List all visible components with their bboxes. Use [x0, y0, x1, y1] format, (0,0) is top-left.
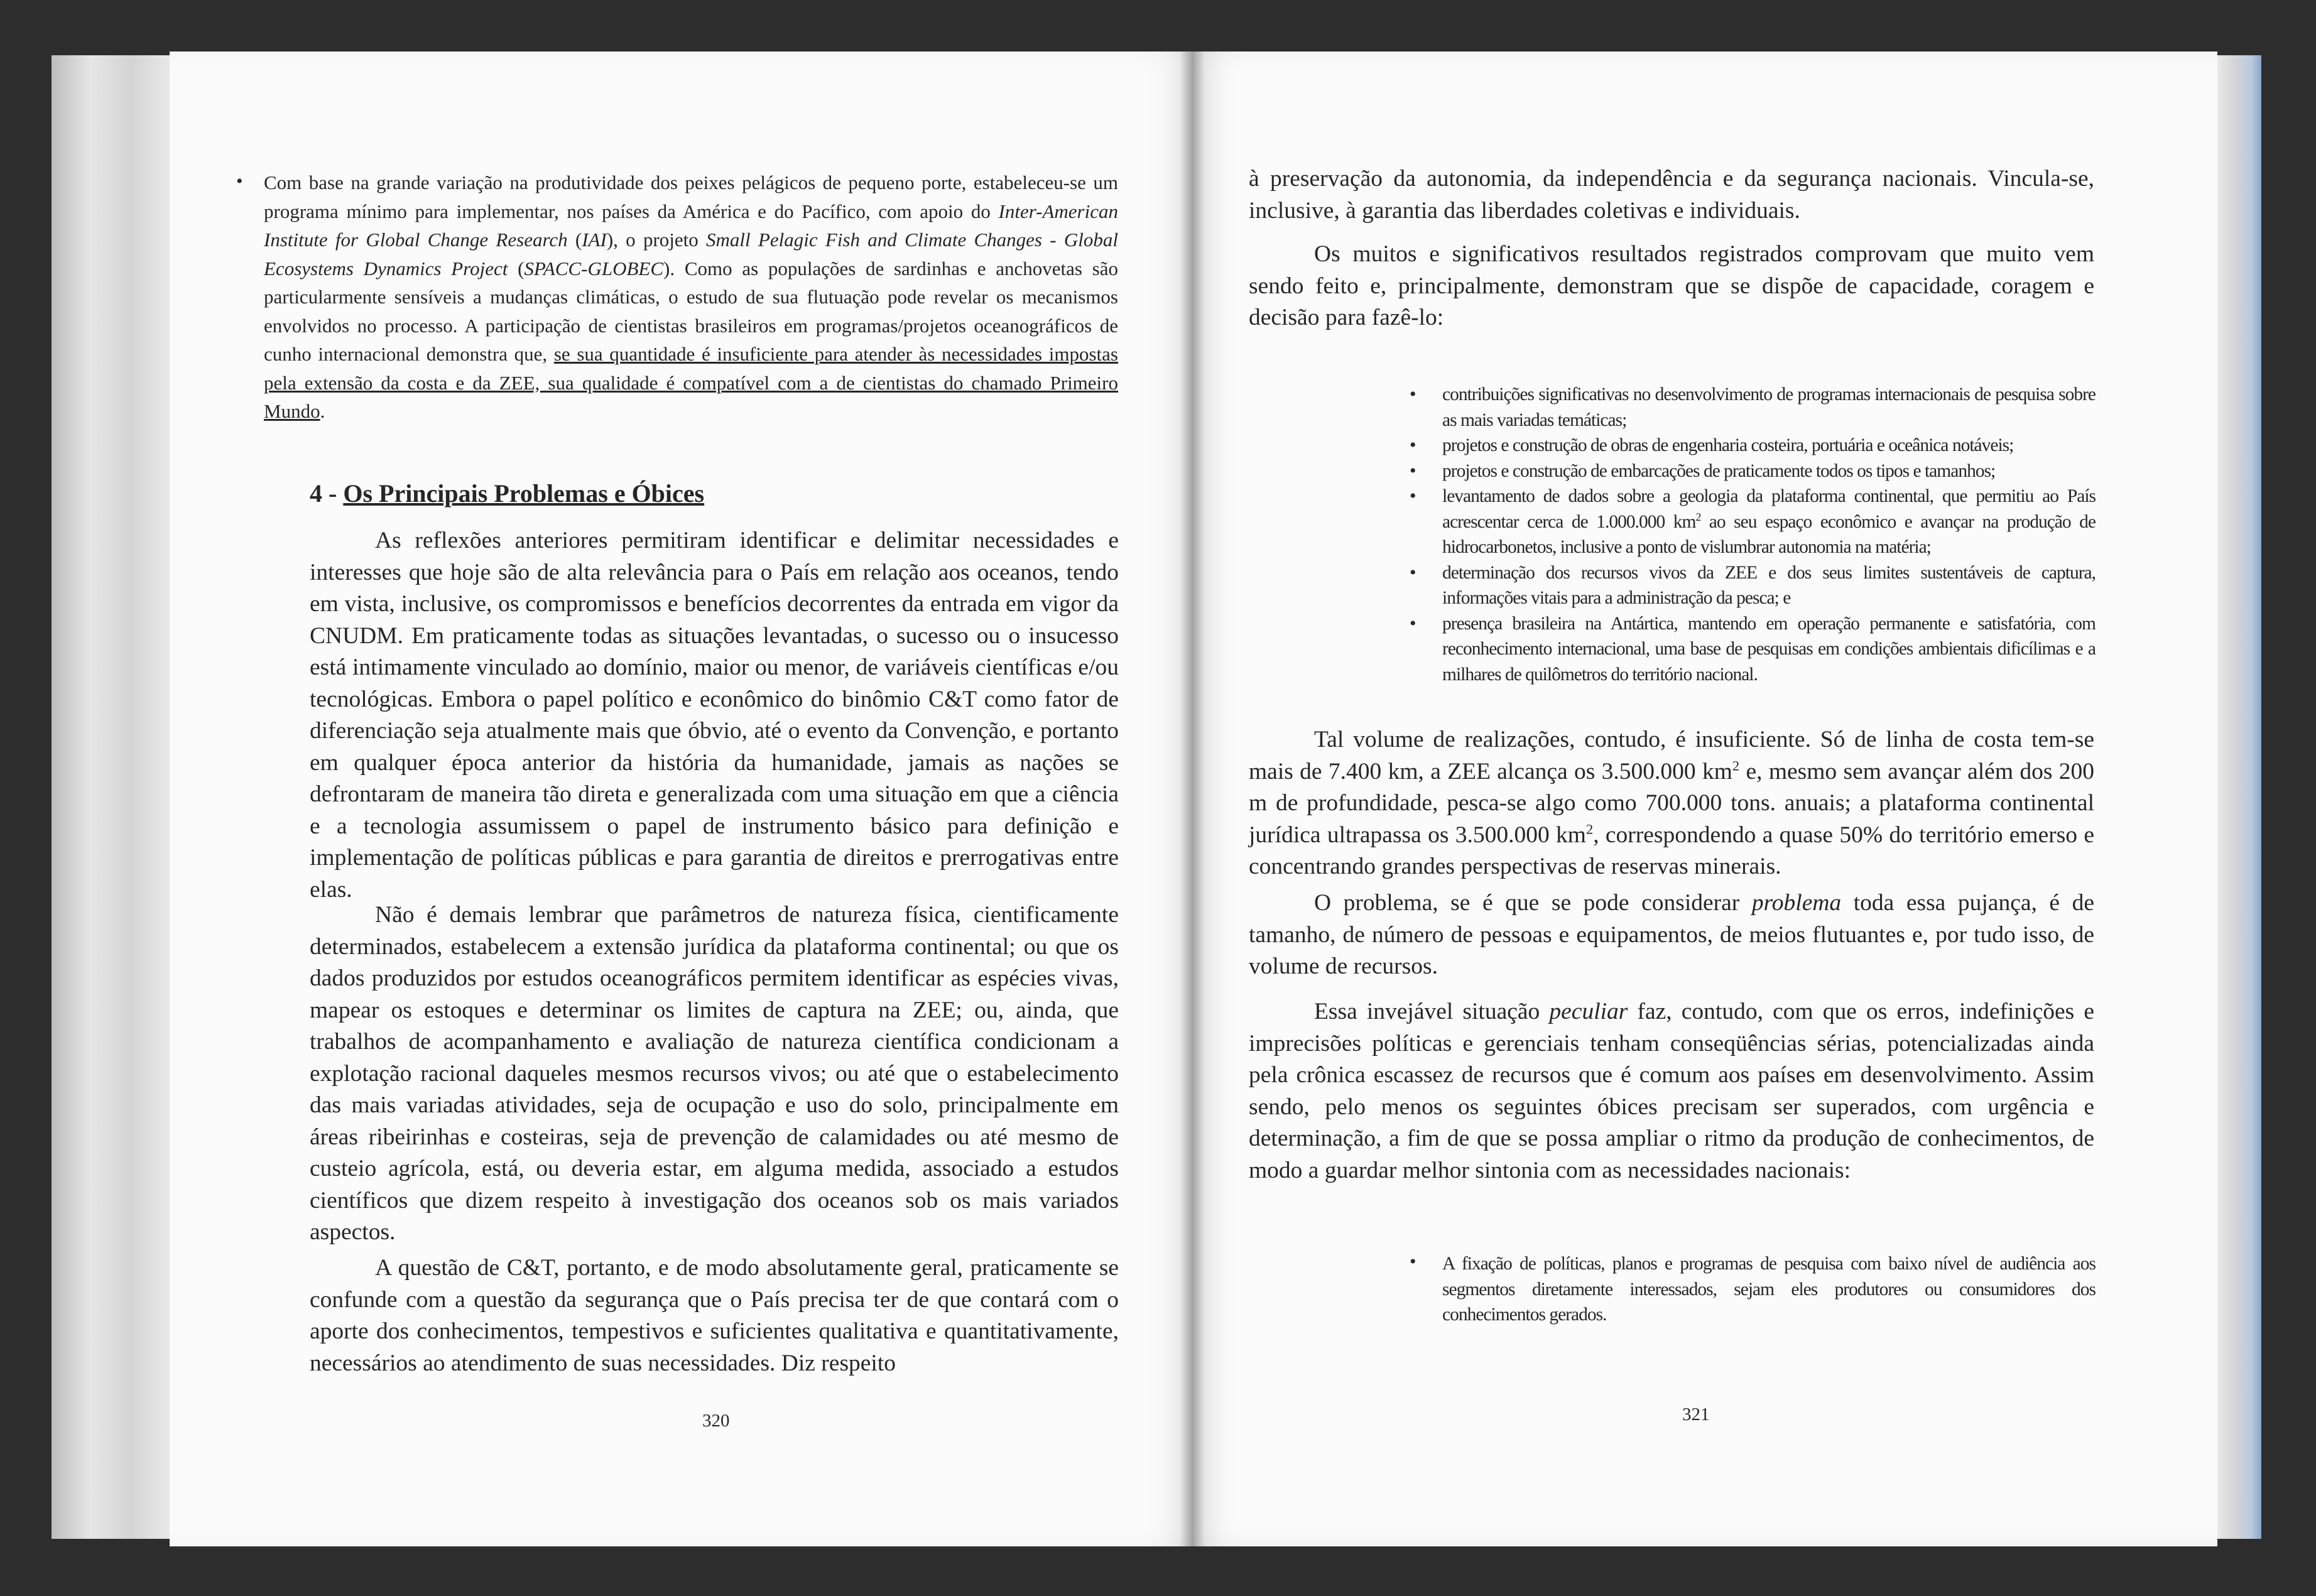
- underlined-passage: se sua quantidade é insuficiente para atender às necessidades impostas pela extensão da costa e da ZEE, sua qualidade é compatível com a de cientistas do chamado Primeiro Mundo: [264, 343, 1118, 422]
- right-intro-paragraph: à preservação da autonomia, da independência e da segurança nacionais. Vincula-se, inclusive, à garantia das liberdades coletivas e individuais.: [1249, 166, 2094, 224]
- achievements-list: [1410, 382, 2096, 687]
- bullet-text: A fixação de políticas, planos e programas de pesquisa com baixo nível de audiência aos segmentos diretamente interessados, sejam eles produtores ou consumidores dos conhecimentos gerados.: [1442, 1254, 2096, 1325]
- list-item: • projetos e construção de obras de engenharia costeira, portuária e oceânica notáveis;: [1442, 433, 2096, 459]
- bullet-icon: •: [1410, 562, 1416, 583]
- right-paragraph-3: O problema, se é que se pode considerar problema toda essa pujança, é de tamanho, de número de pessoas e equipamentos, de meios flutuantes e, por tudo isso, de volume de recursos.: [1249, 890, 2094, 979]
- book-gutter: [1180, 52, 1205, 1546]
- right-paragraph-2: Tal volume de realizações, contudo, é insuficiente. Só de linha de costa tem-se mais de 7.400 km, a ZEE alcança os 3.500.000 $km^2$ e, mesmo sem avançar além dos 200 m de profundidade, pesca-se algo como 700.000 tons. anuais; a plataforma continental jurídica ultrapassa os 3.500.000 $km^2$, correspondendo a quase 50% do território emerso e concentrando grandes perspectivas de reservas minerais.: [1249, 727, 2095, 879]
- bullet-icon: •: [236, 171, 243, 192]
- left-bullet-item: [236, 168, 1118, 426]
- section-heading: [310, 479, 704, 508]
- page-stack-left: [52, 55, 183, 1539]
- page-number-left: 320: [702, 1411, 730, 1431]
- left-paragraph-2: Não é demais lembrar que parâmetros de natureza física, cientificamente determinados, estabelecem a extensão jurídica da plataforma continental; ou que os dados produzidos por estudos oceanográficos permitem identificar as espécies vivas, mapear os estoques e determinar os limites de captura na ZEE; ou, ainda, que trabalhos de acompanhamento e avaliação de natureza científica condicionam a explotação racional daqueles mesmos recursos vivos; ou até que o estabelecimento das mais variadas atividades, seja de ocupação e uso do solo, principalmente em áreas ribeirinhas e costeiras, seja de prevenção de calamidades ou até mesmo de custeio agrícola, está, ou deveria estar, em alguma medida, associado a estudos científicos que dizem respeito à investigação dos oceanos sob os mais variados aspectos.: [310, 902, 1119, 1245]
- list-item: • presença brasileira na Antártica, mantendo em operação permanente e satisfatória, com reconhecimento internacional, uma base de pesquisas em condições ambientais dificílimas e a milhares de quilômetros do território nacional.: [1442, 611, 2096, 688]
- bullet-icon: •: [1410, 384, 1416, 404]
- bullet-text: Com base na grande variação na produtividade dos peixes pelágicos de pequeno porte, estabeleceu-se um programa mínimo para implementar, nos países da América e do Pacífico, com apoio do Inter-American Institute for Global Change Research (IAI), o projeto Small Pelagic Fish and Climate Changes - Global Ecosystems Dynamics Project (SPACC-GLOBEC). Como as populações de sardinhas e anchovetas são particularmente sensíveis a mudanças climáticas, o estudo de sua flutuação pode revelar os mecanismos envolvidos no processo. A participação de cientistas brasileiros em programas/projetos oceanográficos de cunho internacional demonstra que, se sua quantidade é insuficiente para atender às necessidades impostas pela extensão da costa e da ZEE, sua qualidade é compatível com a de cientistas do chamado Primeiro Mundo.: [264, 171, 1118, 422]
- list-item: • determinação dos recursos vivos da ZEE e dos seus limites sustentáveis de captura, informações vitais para a administração da pesca; e: [1442, 560, 2096, 611]
- page-number-right: 321: [1682, 1404, 1710, 1425]
- list-item: • contribuições significativas no desenvolvimento de programas internacionais de pesquisa sobre as mais variadas temáticas;: [1442, 382, 2096, 433]
- right-paragraph-1: Os muitos e significativos resultados registrados comprovam que muito vem sendo feito e, principalmente, demonstram que se dispõe de capacidade, coragem e decisão para fazê-lo:: [1249, 241, 2094, 330]
- section-number: 4 -: [310, 479, 344, 508]
- list-item: • projetos e construção de embarcações de praticamente todos os tipos e tamanhos;: [1442, 459, 2096, 484]
- bullet-icon: •: [1410, 612, 1416, 634]
- bullet-icon: •: [1410, 486, 1416, 506]
- bullet-icon: •: [1410, 435, 1416, 455]
- left-paragraph-3: A questão de C&T, portanto, e de modo absolutamente geral, praticamente se confunde com a questão da segurança que o País precisa ter de que contará com o aporte dos conhecimentos, tempestivos e suficientes qualitativa e quantitativamente, necessários ao atendimento de suas necessidades. Diz respeito: [310, 1255, 1119, 1376]
- bullet-icon: •: [1410, 1251, 1416, 1272]
- right-paragraph-4: Essa invejável situação peculiar faz, contudo, com que os erros, indefinições e imprecisões políticas e gerenciais tenham conseqüências sérias, potencializadas ainda pela crônica escassez de recursos que é comum aos países em desenvolvimento. Assim sendo, pelo menos os seguintes óbices precisam ser superados, com urgência e determinação, a fim de que se possa ampliar o ritmo da produção de conhecimentos, de modo a guardar melhor sintonia com as necessidades nacionais:: [1249, 999, 2094, 1183]
- page-stack-right: [2211, 55, 2261, 1539]
- section-title: Os Principais Problemas e Óbices: [343, 479, 705, 508]
- list-item: • levantamento de dados sobre a geologia da plataforma continental, que permitiu ao País acrescentar cerca de 1.000.000 $km^2$ ao seu espaço econômico e avançar na produção de hidrocarbonetos, inclusive a ponto de vislumbrar autonomia na matéria;: [1442, 484, 2096, 560]
- bullet-icon: •: [1410, 460, 1416, 481]
- left-paragraph-1: As reflexões anteriores permitiram identificar e delimitar necessidades e interesses que hoje são de alta relevância para o País em relação aos oceanos, tendo em vista, inclusive, os compromissos e benefícios decorrentes da entrada em vigor da CNUDM. Em praticamente todas as situações levantadas, o sucesso ou o insucesso está intimamente vinculado ao domínio, maior ou menor, de variáveis científicas e/ou tecnológicas. Embora o papel político e econômico do binômio C&T como fator de diferenciação seja atualmente mais que óbvio, até o evento da Convenção, e portanto em qualquer época anterior da história da humanidade, jamais as nações se defrontaram de maneira tão direta e generalizada com uma situação em que a ciência e a tecnologia assumissem o papel de instrumento básico para definição e implementação de políticas públicas e para garantia de direitos e prerrogativas entre elas.: [310, 528, 1119, 903]
- obstacle-bullet-item: [1410, 1251, 2096, 1328]
